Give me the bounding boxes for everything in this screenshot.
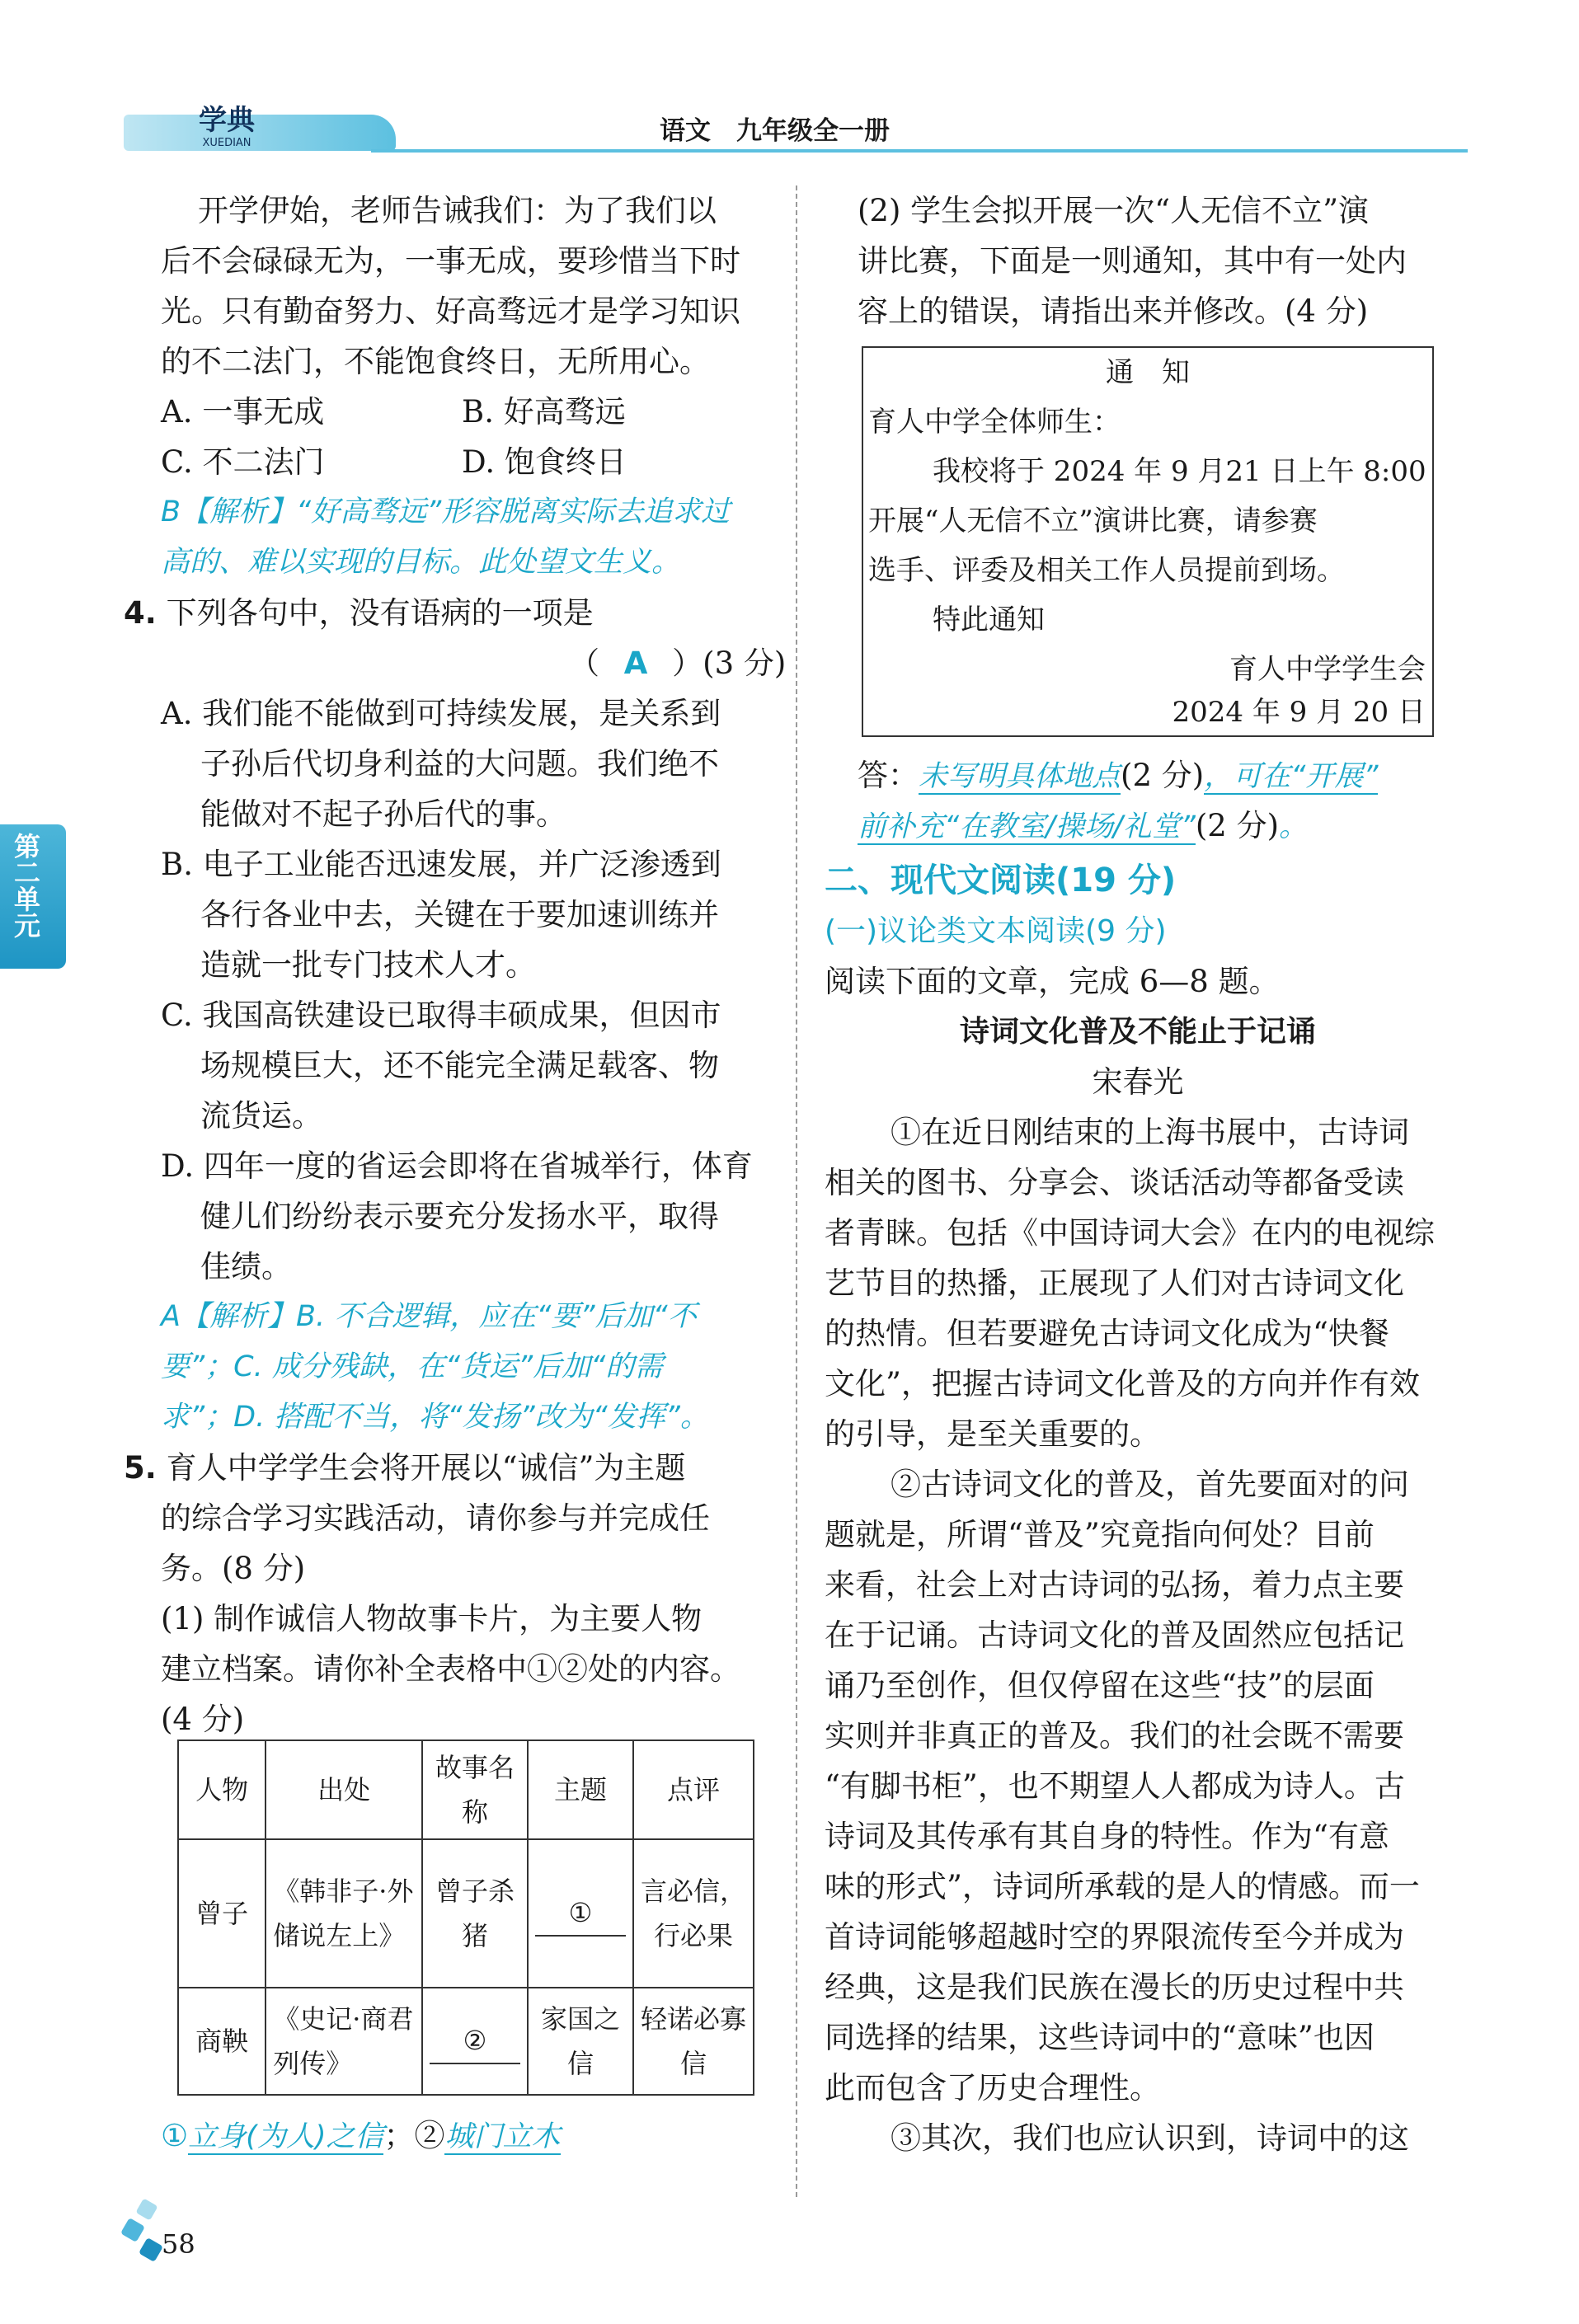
notice-date: 2024 年 9 月 20 日 (1172, 696, 1426, 729)
subsection-title: (一)议论类文本阅读(9 分) (825, 914, 1167, 948)
q4-option-a-2: 子孙后代切身利益的大问题。我们绝不 (200, 746, 719, 782)
article-p2-line: 首诗词能够超越时空的界限流传至今并成为 (825, 1919, 1404, 1955)
table-cell: 曾子 (178, 1839, 266, 1988)
q5-2-line-3: 容上的错误，请指出来并修改。(4 分) (858, 293, 1369, 329)
article-p1-line: 者青睐。包括《中国诗词大会》在内的电视综 (825, 1215, 1435, 1251)
q3-line-3: 光。只有勤奋努力、好高骛远才是学习知识 (161, 293, 740, 329)
article-p2-line: 经典，这是我们民族在漫长的历史过程中共 (825, 1970, 1404, 2005)
logo (173, 103, 280, 153)
unit-side-tab (0, 824, 66, 969)
table-header-cell: 故事名称 (422, 1740, 528, 1839)
article-p2-line: 味的形式”，诗词所承载的是人的情感。而一 (825, 1869, 1420, 1904)
article-title: 诗词文化普及不能止于记诵 (959, 1015, 1316, 1049)
blank-1[interactable]: ① (535, 1890, 626, 1937)
q5-2-answer-label: 答： (858, 758, 919, 793)
character-card-table (177, 1739, 754, 2096)
q5-1-answer-1: 立身(为人)之信 (188, 2120, 384, 2153)
article-p2-line: ②古诗词文化的普及，首先要面对的问 (891, 1467, 1409, 1502)
q5-stem-1 (124, 1443, 685, 1493)
table-cell: 《史记·商君列传》 (266, 1988, 422, 2095)
q5-1-line-3: (4 分) (161, 1702, 245, 1737)
q5-stem-text: 育人中学学生会将开展以“诚信”为主题 (166, 1450, 686, 1486)
q4-option-b-2: 各行各业中去，关键在于要加速训练并 (200, 897, 719, 932)
table-header-cell: 人物 (178, 1740, 266, 1839)
article-p2-line: 在于记诵。古诗词文化的普及固然应包括记 (825, 1617, 1404, 1653)
q4-analysis-1: A【解析】B. 不合逻辑，应在“要”后加“不 (161, 1300, 697, 1333)
logo-text: 学典 (199, 104, 255, 137)
q4-option-c-2: 场规模巨大，还不能完全满足载客、物 (200, 1048, 719, 1083)
q4-stem (124, 588, 594, 638)
q5-1-answer-sep: ；② (383, 2118, 445, 2153)
q5-2-answer-fix-1: ，可在“开展” (1204, 760, 1379, 793)
article-p2-line: 同选择的结果，这些诗词中的“意味”也因 (825, 2020, 1375, 2055)
article-p3-line: ③其次，我们也应认识到，诗词中的这 (891, 2120, 1409, 2156)
q4-option-a-1[interactable]: A. 我们能不能做到可持续发展，是关系到 (161, 696, 721, 731)
reading-instruction: 阅读下面的文章，完成 6—8 题。 (825, 964, 1280, 999)
q5-1-line-1: (1) 制作诚信人物故事卡片，为主要人物 (161, 1601, 703, 1636)
q5-2-answer-1 (858, 750, 1378, 802)
q4-number: 4. (124, 595, 157, 631)
article-p2-line: 来看，社会上对古诗词的弘扬，着力点主要 (825, 1567, 1404, 1603)
notice-signature: 育人中学学生会 (1229, 653, 1426, 686)
q5-stem-2: 的综合学习实践活动，请你参与并完成任 (161, 1500, 710, 1536)
table-cell-blank[interactable] (422, 1988, 528, 2095)
table-cell: 家国之信 (528, 1988, 633, 2095)
article-p1-line: 的热情。但若要避免古诗词文化成为“快餐 (825, 1316, 1389, 1351)
notice-body-1: 我校将于 2024 年 9 月21 日上午 8:00 (933, 455, 1426, 488)
table-cell: 曾子杀猪 (422, 1839, 528, 1988)
table-header-cell: 主题 (528, 1740, 633, 1839)
q4-analysis-2: 要”；C. 成分残缺，在“货运”后加“的需 (161, 1350, 664, 1383)
notice-title: 通 知 (1106, 356, 1190, 389)
q4-option-d-1[interactable]: D. 四年一度的省运会即将在省城举行，体育 (161, 1148, 753, 1184)
book-title: 语文 九年级全一册 (660, 116, 890, 146)
column-divider (796, 185, 797, 2197)
q5-number: 5. (124, 1450, 157, 1486)
section-title: 二、现代文阅读(19 分) (825, 862, 1177, 899)
article-author: 宋春光 (1092, 1064, 1184, 1100)
article-p2-line: 诵乃至创作，但仅停留在这些“技”的层面 (825, 1668, 1375, 1703)
q5-2-answer-score-2: (2 分) (1195, 808, 1280, 843)
q3-line-2 (161, 236, 740, 286)
q4-option-d-2: 健儿们纷纷表示要充分发扬水平，取得 (200, 1199, 719, 1234)
article-p1-line: 艺节目的热播，正展现了人们对古诗词文化 (825, 1265, 1404, 1301)
page-number: 58 (162, 2228, 195, 2260)
q4-option-b-3: 造就一批专门技术人才。 (200, 947, 536, 983)
q3-option-c[interactable]: C. 不二法门 (161, 444, 325, 480)
q4-option-d-3: 佳绩。 (200, 1249, 292, 1284)
q3-line-2-text: 后不会碌碌无为，一事无成，要珍惜当下时 (161, 243, 740, 279)
table-row (178, 1988, 754, 2095)
notice-body-2: 开展“人无信不立”演讲比赛，请参赛 (868, 505, 1318, 538)
q5-2-answer-fix-2: 前补充“在教室/操场/礼堂” (858, 810, 1196, 843)
q4-score: ）(3 分) (672, 646, 787, 681)
q4-analysis-3: 求”；D. 搭配不当，将“发扬”改为“发挥”。 (161, 1401, 709, 1434)
article-p2-line: 诗词及其传承有其自身的特性。作为“有意 (825, 1819, 1389, 1854)
page-header (124, 103, 1468, 161)
table-header-row (178, 1740, 754, 1839)
q3-line-4: 的不二法门，不能饱食终日，无所用心。 (161, 344, 710, 379)
table-cell: 《韩非子·外储说左上》 (266, 1839, 422, 1988)
q5-2-line-2: 讲比赛，下面是一则通知，其中有一处内 (858, 243, 1407, 279)
hexagon-icon (120, 2218, 145, 2242)
q4-stem-text: 下列各句中，没有语病的一项是 (166, 595, 594, 631)
q4-option-c-3: 流货运。 (200, 1098, 322, 1134)
q3-analysis-2: 高的、难以实现的目标。此处望文生义。 (161, 546, 681, 579)
article-p1-line: ①在近日刚结束的上海书展中，古诗词 (891, 1115, 1409, 1150)
q4-answer-bracket (569, 638, 786, 688)
q5-stem-3: 务。(8 分) (161, 1551, 306, 1586)
q4-option-a-3: 能做对不起子孙后代的事。 (200, 796, 566, 832)
article-p1-line: 相关的图书、分享会、谈话活动等都备受读 (825, 1165, 1404, 1200)
article-p2-line: 此而包含了历史合理性。 (825, 2070, 1160, 2106)
q5-2-line-1: (2) 学生会拟开展一次“人无信不立”演 (858, 193, 1370, 228)
q5-2-answer-score-1: (2 分) (1121, 758, 1205, 793)
q5-1-answer-prefix: ① (161, 2118, 189, 2153)
table-header-cell: 点评 (633, 1740, 754, 1839)
q4-bracket-open: （ (569, 646, 599, 681)
q5-1-line-2: 建立档案。请你补全表格中①②处的内容。 (161, 1651, 740, 1687)
q5-2-answer-error: 未写明具体地点 (919, 760, 1121, 793)
article-p2-line: 实则并非真正的普及。我们的社会既不需要 (825, 1718, 1404, 1754)
q3-option-b[interactable]: B. 好高骛远 (462, 394, 626, 430)
q3-option-a[interactable]: A. 一事无成 (161, 394, 325, 430)
table-cell: 轻诺必寡信 (633, 1988, 754, 2095)
notice-body-3: 选手、评委及相关工作人员提前到场。 (868, 554, 1345, 587)
hexagon-icon (139, 2237, 163, 2262)
q5-1-answer (161, 2110, 561, 2162)
q5-2-answer-end: 。 (1279, 810, 1309, 843)
q4-option-b-1[interactable]: B. 电子工业能否迅速发展，并广泛渗透到 (161, 847, 721, 882)
unit-side-tab-label: 第二单元 (10, 833, 41, 938)
article-p2-line: “有脚书柜”，也不期望人人都成为诗人。古 (825, 1768, 1405, 1804)
notice-close: 特此通知 (933, 603, 1045, 636)
q3-line-1: 开学伊始，老师告诫我们：为了我们以 (198, 193, 717, 228)
notice-recipient: 育人中学全体师生： (868, 406, 1121, 439)
article-p1-line: 文化”，把握古诗词文化普及的方向并作有效 (825, 1366, 1420, 1401)
q5-1-answer-2: 城门立木 (444, 2120, 561, 2153)
q4-option-c-1[interactable]: C. 我国高铁建设已取得丰硕成果，但因市 (161, 998, 721, 1033)
q4-answer: A (623, 646, 648, 681)
article-p2-line: 题就是，所谓“普及”究竟指向何处？目前 (825, 1517, 1375, 1552)
notice-box (862, 346, 1434, 737)
table-cell: 言必信，行必果 (633, 1839, 754, 1988)
table-row (178, 1839, 754, 1988)
header-rule (371, 149, 1468, 153)
table-header-cell: 出处 (266, 1740, 422, 1839)
table-cell-blank[interactable] (528, 1839, 633, 1988)
blank-2[interactable]: ② (430, 2018, 520, 2064)
article-p1-line: 的引导，是至关重要的。 (825, 1416, 1160, 1452)
q5-2-answer-2 (858, 800, 1308, 852)
hexagon-icon (135, 2198, 157, 2220)
q3-option-d[interactable]: D. 饱食终日 (462, 444, 627, 480)
q3-analysis-1: B【解析】“好高骛远”形容脱离实际去追求过 (161, 495, 731, 528)
logo-sub: XUEDIAN (202, 137, 251, 149)
table-cell: 商鞅 (178, 1988, 266, 2095)
